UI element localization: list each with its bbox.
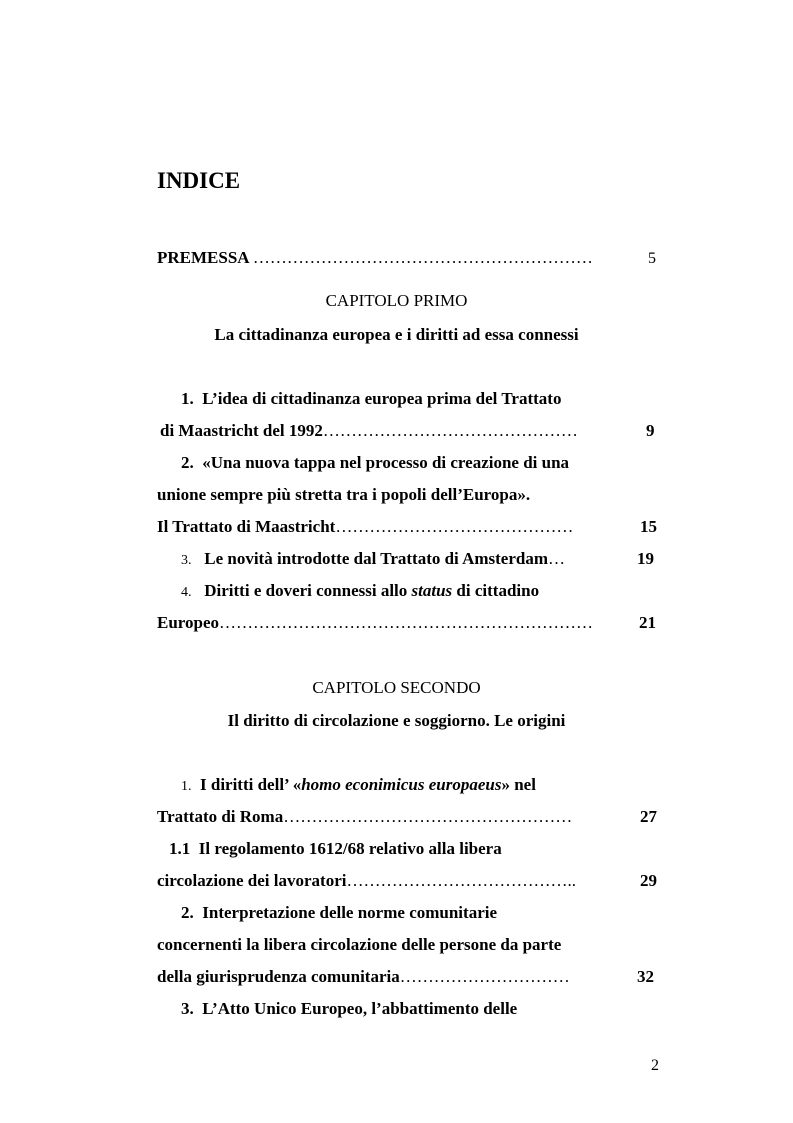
toc-entry-text: L’idea di cittadinanza europea prima del Trattato — [202, 389, 562, 408]
toc-entry-line[interactable] — [169, 839, 502, 859]
toc-entry-line[interactable] — [157, 967, 570, 987]
toc-entry-text: Diritti e doveri connessi allo — [204, 581, 412, 600]
toc-entry-text: di Maastricht del 1992 — [160, 421, 323, 440]
toc-entry-text: L’Atto Unico Europeo, l’abbattimento delle — [202, 999, 518, 1018]
toc-entry-number: 3. — [181, 553, 192, 568]
toc-entry-line[interactable] — [157, 871, 576, 891]
toc-page-number: 5 — [648, 250, 656, 267]
toc-entry-line[interactable]: concernenti la libera circolazione delle persone da parte — [157, 935, 562, 954]
toc-page-number: 15 — [640, 517, 657, 536]
toc-leader-dots: ………………………………………………………… — [219, 613, 594, 632]
toc-entry-line[interactable] — [181, 903, 497, 923]
toc-page-number: 27 — [640, 807, 657, 826]
toc-leader-dots: …………………………………………… — [283, 807, 573, 826]
toc-entry-line[interactable]: unione sempre più stretta tra i popoli dell’Europa». — [157, 485, 531, 504]
toc-entry-number: 2. — [181, 453, 194, 472]
toc-page-number: 32 — [637, 967, 654, 986]
chapter-subtitle: La cittadinanza europea e i diritti ad essa connessi — [214, 325, 579, 344]
toc-entry-text: Il regolamento 1612/68 relativo alla libera — [198, 839, 502, 858]
toc-leader-dots: ……………………………………… — [322, 421, 578, 440]
toc-leader-dots: … — [548, 549, 566, 568]
chapter-heading: CAPITOLO PRIMO — [325, 291, 468, 310]
page-title: INDICE — [157, 168, 241, 193]
toc-entry-line[interactable] — [157, 517, 573, 537]
chapter-heading: CAPITOLO SECONDO — [312, 678, 481, 697]
toc-entry-line[interactable] — [157, 613, 593, 633]
toc-entry-line[interactable] — [181, 775, 536, 795]
toc-entry-text: » nel — [501, 775, 536, 794]
toc-entry-number: 4. — [181, 585, 192, 600]
toc-entry-line[interactable] — [181, 453, 569, 473]
toc-page-number: 29 — [640, 871, 657, 890]
toc-leader-dots: ………………………… — [399, 967, 570, 986]
toc-entry-text: «Una nuova tappa nel processo di creazione di una — [202, 453, 570, 472]
page-number: 2 — [651, 1057, 659, 1074]
toc-entry-text: I diritti dell’ « — [200, 775, 302, 794]
toc-entry-text: Interpretazione delle norme comunitarie — [202, 903, 498, 922]
toc-entry-line[interactable] — [181, 581, 539, 601]
toc-entry-text: Le novità introdotte dal Trattato di Amsterdam — [204, 549, 549, 568]
toc-entry-text: di cittadino — [452, 581, 540, 600]
toc-entry-number: 1. — [181, 779, 192, 794]
toc-entry-number: 1.1 — [169, 839, 191, 858]
toc-entry-text: Il Trattato di Maastricht — [157, 517, 336, 536]
toc-entry-line[interactable] — [181, 999, 517, 1019]
toc-entry-text: Trattato di Roma — [157, 807, 284, 826]
toc-entry-line[interactable] — [181, 389, 561, 409]
chapter-subtitle: Il diritto di circolazione e soggiorno. Le origini — [227, 711, 566, 730]
toc-entry-label: PREMESSA — [157, 248, 249, 267]
toc-leader-dots: …………………………………………………… — [252, 248, 593, 267]
toc-entry-text: circolazione dei lavoratori — [157, 871, 347, 890]
toc-entry-italic: homo econimicus europaeus — [301, 775, 502, 794]
toc-page-number: 21 — [639, 613, 656, 632]
toc-entry-number: 1. — [181, 389, 194, 408]
toc-entry-premessa[interactable] — [157, 248, 593, 268]
toc-entry-line[interactable] — [157, 807, 572, 827]
toc-leader-dots: …………………………………… — [335, 517, 574, 536]
toc-entry-number: 3. — [181, 999, 194, 1018]
toc-entry-italic: status — [411, 581, 453, 600]
toc-page-number: 19 — [637, 549, 654, 568]
toc-entry-number: 2. — [181, 903, 194, 922]
toc-entry-line[interactable] — [181, 549, 565, 569]
toc-entry-text: Europeo — [157, 613, 220, 632]
toc-entry-line[interactable] — [160, 421, 578, 441]
toc-page-number: 9 — [646, 421, 655, 440]
toc-entry-text: della giurisprudenza comunitaria — [157, 967, 400, 986]
toc-leader-dots: ………………………………….. — [346, 871, 576, 890]
